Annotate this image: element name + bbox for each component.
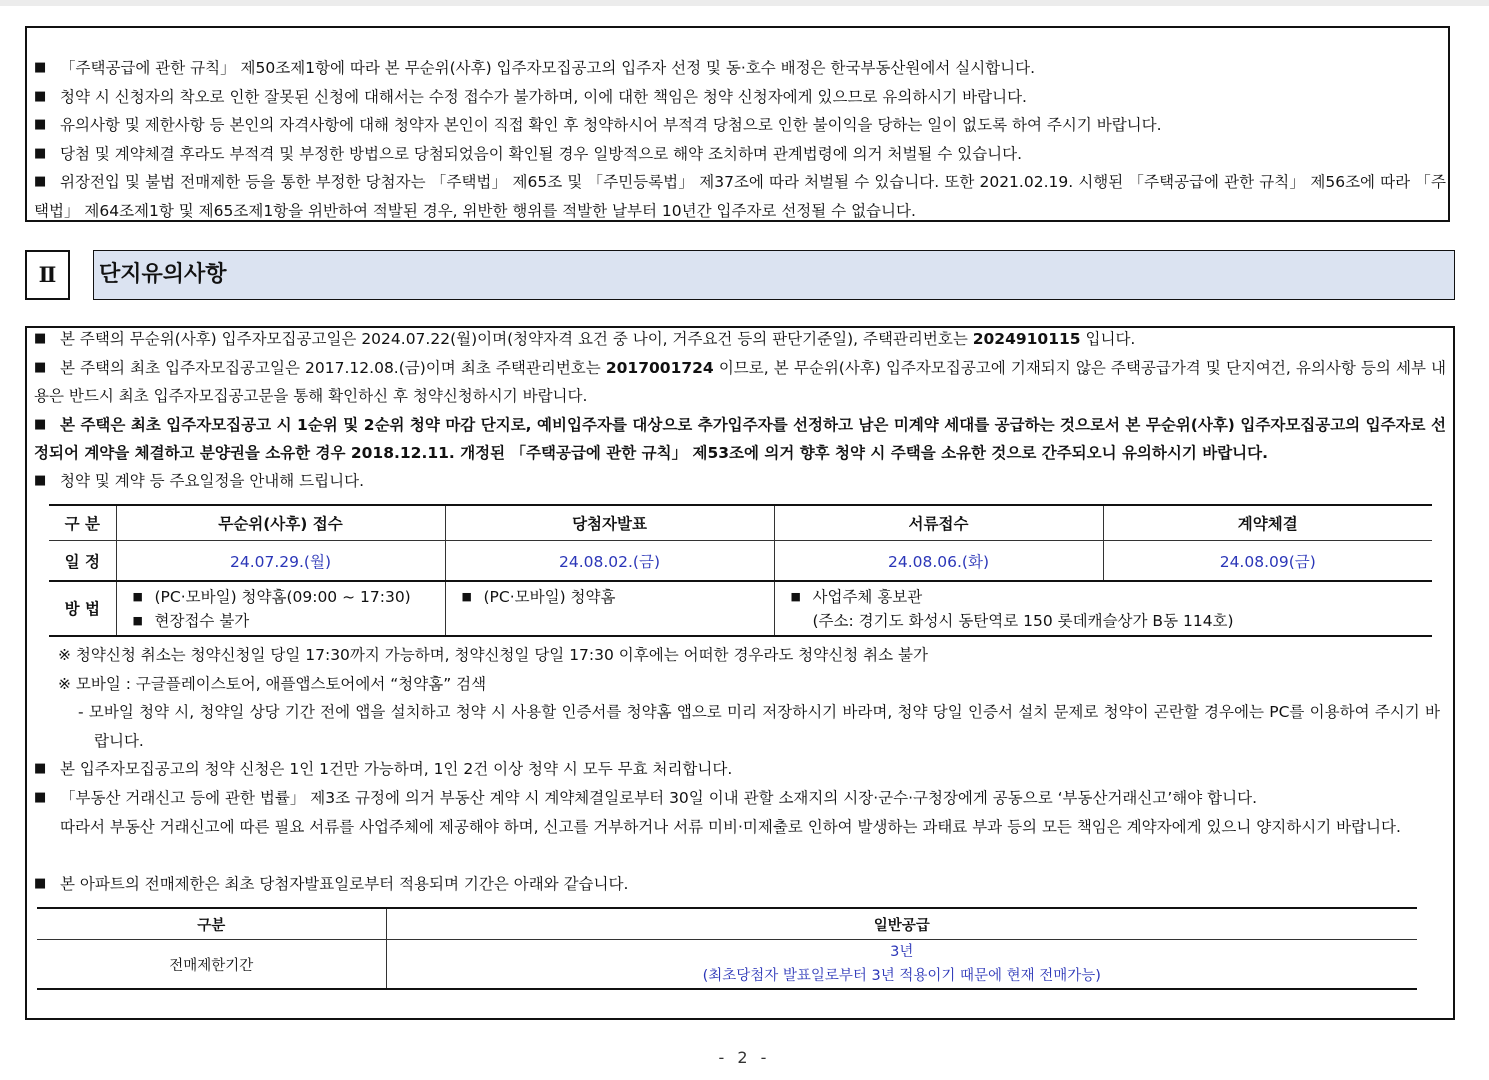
notice-top-4: ■ 당첨 및 계약체결 후라도 부적격 및 부정한 방법으로 당첨되었음이 확인될 경우 일방적으로 해약 조치하며 관계법령에 의거 처벌될 수 있습니다. (34, 140, 1446, 169)
schedule-method-announce (445, 581, 774, 636)
schedule-header-category: 구 분 (49, 505, 116, 541)
resale-table (37, 907, 1417, 990)
schedule-method-label: 방 법 (49, 581, 116, 636)
schedule-date-announce: 24.08.02.(금) (445, 541, 774, 582)
schedule-table (49, 504, 1432, 637)
notice-real-estate-report-detail: 따라서 부동산 거래신고에 따른 필요 서류를 사업주체에 제공해야 하며, 신고를 거부하거나 서류 미비·미제출로 인하여 발생하는 과태료 부과 등의 모든 책임은 계약자에게 있으니 양지하시기 바랍니다. (60, 817, 1401, 836)
notice-resale-restriction: ■ 본 아파트의 전매제한은 최초 당첨자발표일로부터 적용되며 기간은 아래와 같습니다. (34, 870, 1446, 899)
notice-top-5: ■ 위장전입 및 불법 전매제한 등을 통한 부정한 당첨자는 「주택법」 제65조 및 「주민등록법」 제37조에 따라 처벌될 수 있습니다. 또한 2021.02.19. 시행된 「주택공급에 관한 규칙」 제56조에 따라 「주택법」 제64조제1항 및 제65조제1항을 위반하여 적발된 경우, 위반한 행위를 적발한 날부터 10년간 입주자로 선정될 수 없습니다. (34, 168, 1446, 225)
schedule-date-row (49, 541, 1432, 582)
resale-header-row (37, 908, 1417, 940)
list-item: ■ (PC·모바일) 청약홈(09:00 ~ 17:30) (117, 585, 445, 609)
bullet-icon: ■ (34, 473, 47, 488)
resale-row-label: 전매제한기간 (37, 940, 386, 990)
note-mobile: ※ 모바일 : 구글플레이스토어, 애플앱스토어에서 “청약홈” 검색 (58, 674, 487, 693)
bullet-icon: ■ (34, 331, 47, 346)
schedule-date-contract: 24.08.09(금) (1103, 541, 1432, 582)
schedule-header-contract: 계약체결 (1103, 505, 1432, 541)
schedule-header-announce: 당첨자발표 (445, 505, 774, 541)
address-line: (주소: 경기도 화성시 동탄역로 150 롯데캐슬상가 B동 114호) (812, 612, 1234, 630)
list-item: ■ 현장접수 불가 (117, 609, 445, 633)
schedule-method-receipt (116, 581, 445, 636)
section-title: 단지유의사항 (93, 250, 1455, 300)
housing-mgmt-number: 2024910115 (972, 330, 1081, 348)
top-divider (0, 0, 1489, 6)
bullet-icon: ■ (34, 60, 47, 75)
bullet-icon: ■ (132, 590, 143, 603)
bullet-icon: ■ (34, 145, 47, 161)
schedule-method-docs (774, 581, 1432, 636)
schedule-method-row (49, 581, 1432, 636)
notice-top-1: ■ 「주택공급에 관한 규칙」 제50조제1항에 따라 본 무순위(사후) 입주자모집공고의 입주자 선정 및 동·호수 배정은 한국부동산원에서 실시합니다. (34, 54, 1446, 83)
note-mobile-detail: - 모바일 청약 시, 청약일 상당 기간 전에 앱을 설치하고 청약 시 사용할 인증서를 청약홈 앱으로 미리 저장하시기 바라며, 청약 당일 인증서 설치 문제로 청약이 곤란할 경우에는 PC를 이용하여 주시기 바랍니다. (78, 703, 1440, 750)
resale-header-general: 일반공급 (386, 908, 1417, 940)
schedule-date-docs: 24.08.06.(화) (774, 541, 1103, 582)
notice-top-2: ■ 청약 시 신청자의 착오로 인한 잘못된 신청에 대해서는 수정 접수가 불가하며, 이에 대한 책임은 청약 신청자에게 있으므로 유의하시기 바랍니다. (34, 83, 1446, 112)
bullet-icon: ■ (34, 875, 47, 891)
bullet-icon: ■ (34, 359, 47, 375)
note-cancel: ※ 청약신청 취소는 청약신청일 당일 17:30까지 가능하며, 청약신청일 당일 17:30 이후에는 어떠한 경우라도 청약신청 취소 불가 (58, 646, 928, 664)
list-item: ■ (PC·모바일) 청약홈 (446, 585, 774, 609)
notice-initial-announcement: ■ 본 주택의 최초 입주자모집공고일은 2017.12.08.(금)이며 최초 주택관리번호는 2017001724 이므로, 본 무순위(사후) 입주자모집공고에 기재되지 않은 주택공급가격 및 단지여건, 유의사항 등의 세부 내용은 반드시 최초 입주자모집공고문을 통해 확인하신 후 청약신청하시기 바랍니다. (34, 354, 1446, 411)
initial-mgmt-number: 2017001724 (605, 358, 714, 377)
bullet-icon: ■ (34, 416, 47, 432)
notice-announcement-date: ■ 본 주택의 무순위(사후) 입주자모집공고일은 2024.07.22(월)이며(청약자격 요건 중 나이, 거주요건 등의 판단기준일), 주택관리번호는 2024910115 입니다. (34, 325, 1446, 354)
page-number: - 2 - (718, 1048, 771, 1067)
bullet-icon: ■ (34, 174, 47, 190)
schedule-header-docs: 서류접수 (774, 505, 1103, 541)
bullet-icon: ■ (132, 614, 143, 627)
section-number: Ⅱ (25, 250, 70, 300)
notice-ownership-warning: ■ 본 주택은 최초 입주자모집공고 시 1순위 및 2순위 청약 마감 단지로, 예비입주자를 대상으로 추가입주자를 선정하고 남은 미계약 세대를 공급하는 것으로서 본 무순위(사후) 입주자모집공고의 입주자로 선정되어 계약을 체결하고 분양권을 소유한 경우 2018.12.11. 개정된 「주택공급에 관한 규칙」 제53조에 의거 향후 청약 시 주택을 소유한 것으로 간주되오니 유의하시기 바랍니다. (34, 411, 1446, 468)
schedule-header-receipt: 무순위(사후) 접수 (116, 505, 445, 541)
bullet-icon: ■ (461, 590, 472, 603)
resale-period-cell (386, 940, 1417, 990)
notice-real-estate-report: ■ 「부동산 거래신고 등에 관한 법률」 제3조 규정에 의거 부동산 계약 시 계약체결일로부터 30일 이내 관할 소재지의 시장·군수·구청장에게 공동으로 ‘부동산거래신고’해야 합니다. (34, 784, 1446, 813)
resale-period: 3년 (890, 944, 914, 960)
bullet-icon: ■ (34, 790, 47, 805)
notice-one-application: ■ 본 입주자모집공고의 청약 신청은 1인 1건만 가능하며, 1인 2건 이상 청약 시 모두 무효 처리합니다. (34, 755, 1446, 784)
bullet-icon: ■ (34, 88, 47, 104)
schedule-date-receipt: 24.07.29.(월) (116, 541, 445, 582)
resale-data-row (37, 940, 1417, 990)
bullet-icon: ■ (34, 761, 47, 777)
notice-schedule-intro: ■ 청약 및 계약 등 주요일정을 안내해 드립니다. (34, 467, 1446, 496)
bullet-icon: ■ (790, 590, 801, 603)
notice-top-3: ■ 유의사항 및 제한사항 등 본인의 자격사항에 대해 청약자 본인이 직접 확인 후 청약하시어 부적격 당첨으로 인한 불이익을 당하는 일이 없도록 하여 주시기 바랍니다. (34, 111, 1446, 140)
list-item: ■ 사업주체 홍보관 (775, 585, 1433, 609)
bullet-icon: ■ (34, 117, 47, 133)
schedule-date-label: 일 정 (49, 541, 116, 582)
schedule-header-row (49, 505, 1432, 541)
resale-period-note: (최초당첨자 발표일로부터 3년 적용이기 때문에 현재 전매가능) (702, 968, 1101, 984)
resale-header-category: 구분 (37, 908, 386, 940)
